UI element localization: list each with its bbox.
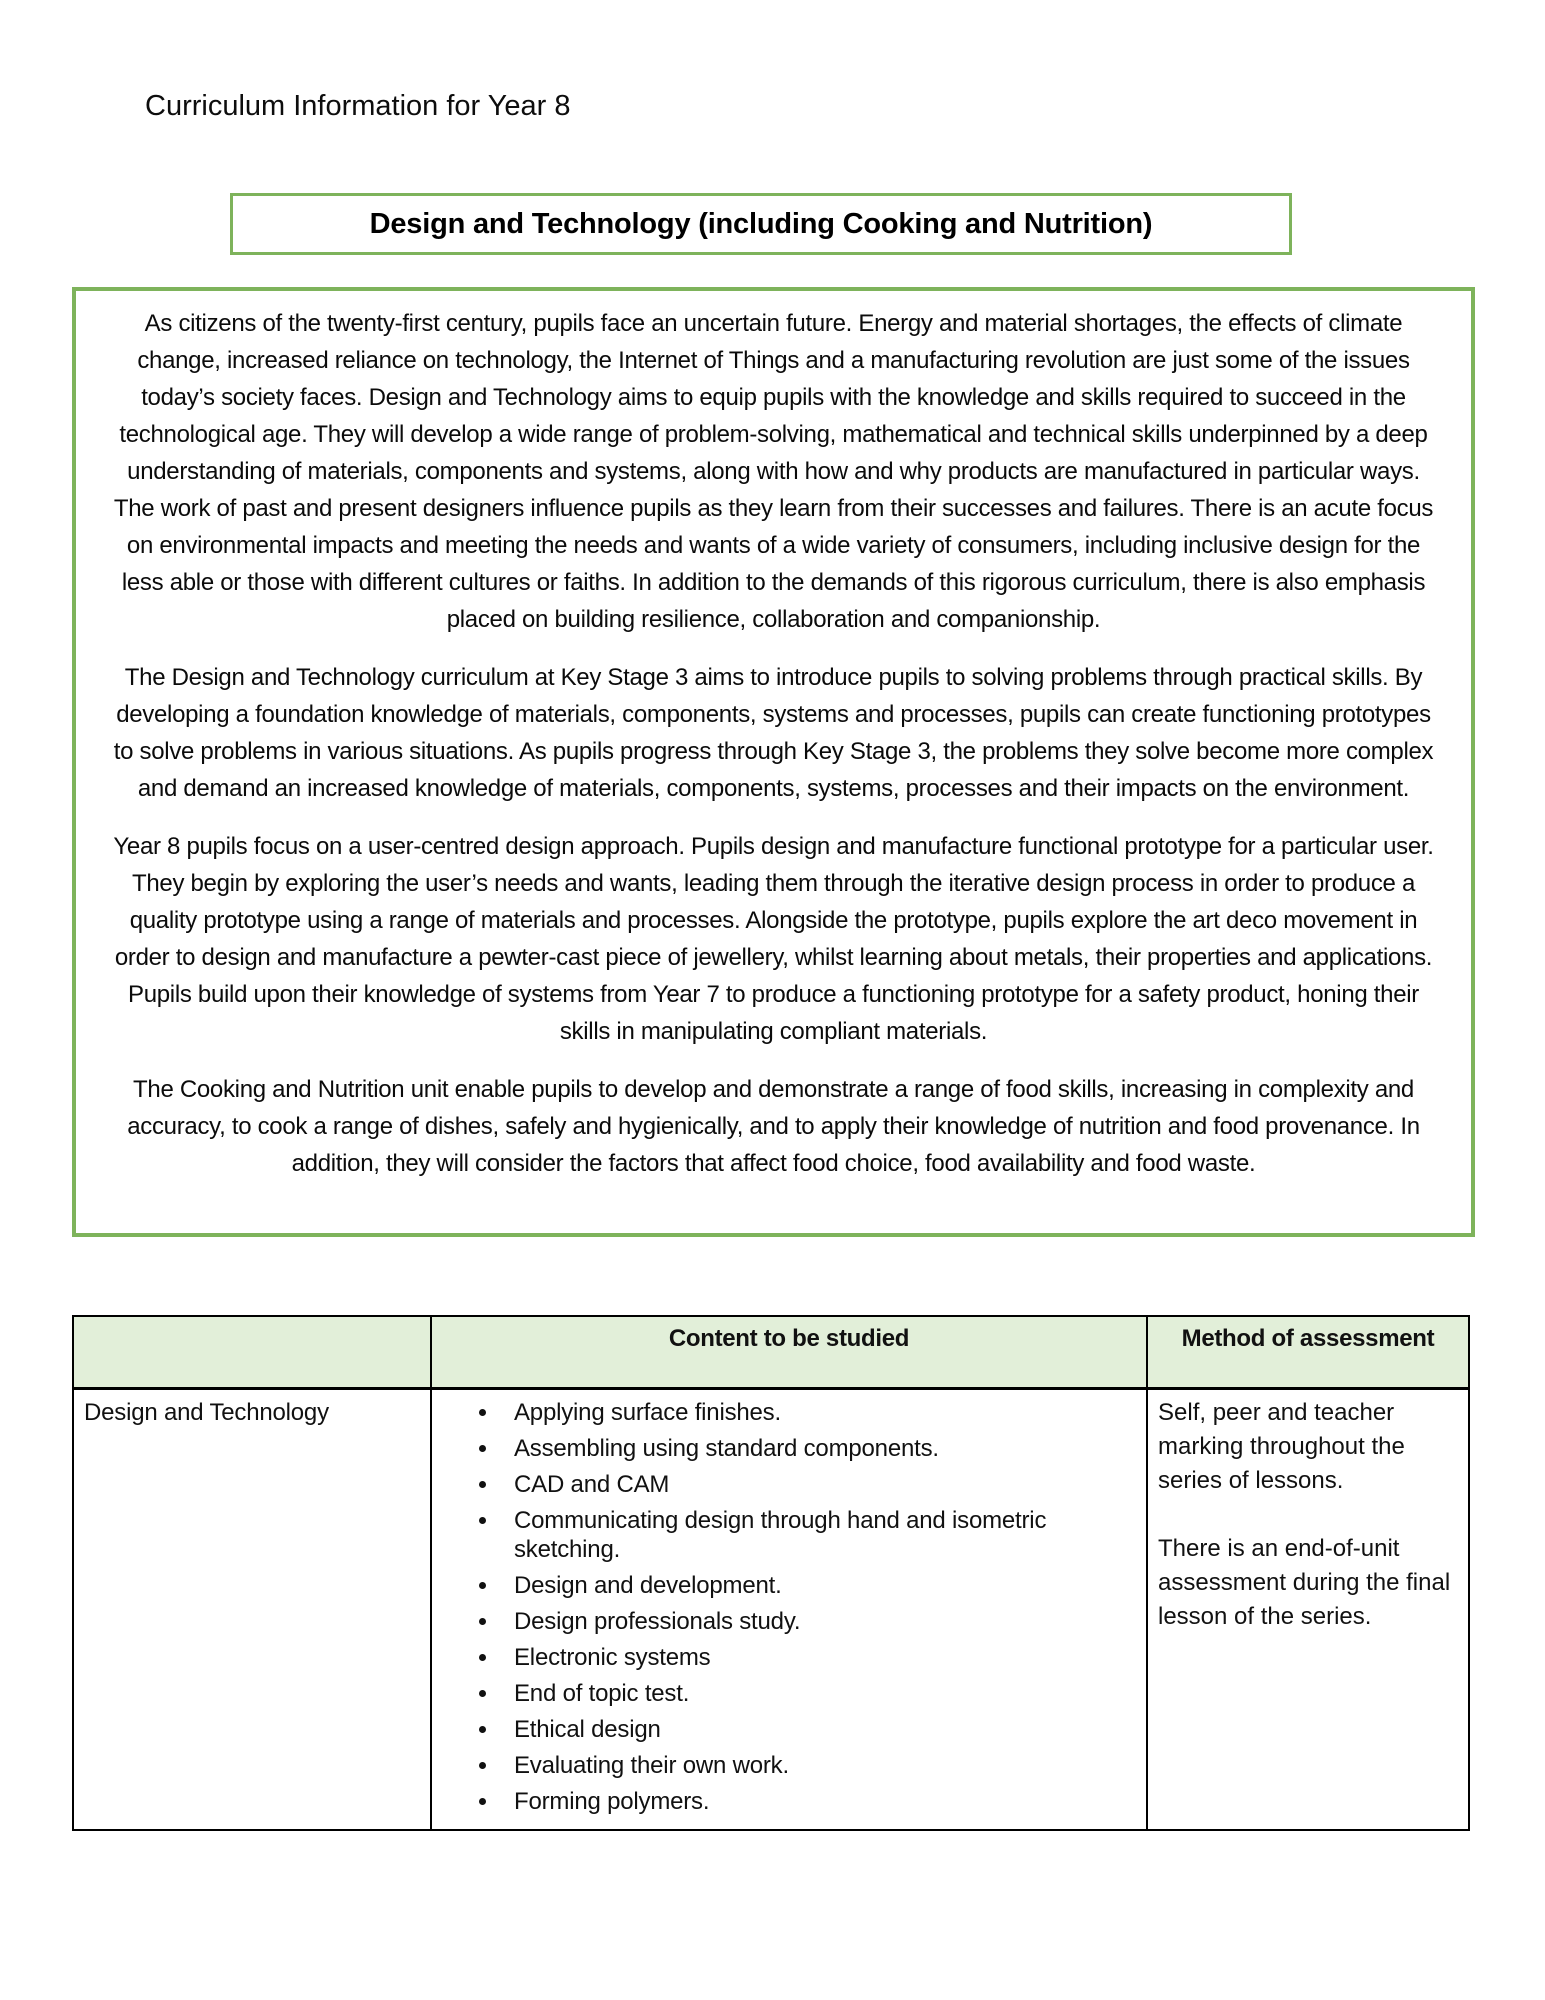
bullet-item: • Communicating design through hand and isometric sketching.: [500, 1506, 1136, 1564]
curriculum-table: [72, 1315, 1470, 1831]
subject-title: Design and Technology (including Cooking and Nutrition): [369, 207, 1153, 240]
bullet-item: • Design professionals study.: [500, 1607, 1136, 1636]
table-header-assessment: Method of assessment: [1147, 1316, 1469, 1388]
assessment-cell: [1147, 1388, 1469, 1830]
table-header-content: Content to be studied: [431, 1316, 1147, 1388]
bullet-item: • Electronic systems: [500, 1643, 1136, 1672]
overview-paragraph-3: Year 8 pupils focus on a user-centred design approach. Pupils design and manufacture functional prototype for a particular user. They begin by exploring the user’s needs and wants, leading them through the iterative design process in order to produce a quality prototype using a range of materials and processes. Alongside the prototype, pupils explore the art deco movement in order to design and manufacture a pewter-cast piece of jewellery, whilst learning about metals, their properties and applications. Pupils build upon their knowledge of systems from Year 7 to produce a functioning prototype for a safety product, honing their skills in manipulating compliant materials.: [113, 833, 1434, 1045]
overview-paragraph-1: As citizens of the twenty-first century, pupils face an uncertain future. Energy and material shortages, the effects of climate change, increased reliance on technology, the Internet of Things and a manufacturing revolution are just some of the issues today’s society faces. Design and Technology aims to equip pupils with the knowledge and skills required to succeed in the technological age. They will develop a wide range of problem-solving, mathematical and technical skills underpinned by a deep understanding of materials, components and systems, along with how and why products are manufactured in particular ways. The work of past and present designers influence pupils as they learn from their successes and failures. There is an acute focus on environmental impacts and meeting the needs and wants of a wide variety of consumers, including inclusive design for the less able or those with different cultures or faiths. In addition to the demands of this rigorous curriculum, there is also emphasis placed on building resilience, collaboration and companionship.: [113, 310, 1434, 633]
overview-paragraph-4: The Cooking and Nutrition unit enable pupils to develop and demonstrate a range of food skills, increasing in complexity and accuracy, to cook a range of dishes, safely and hygienically, and to apply their knowledge of nutrition and food provenance. In addition, they will consider the factors that affect food choice, food availability and food waste.: [127, 1076, 1420, 1177]
bullet-item: • CAD and CAM: [500, 1470, 1136, 1499]
content-cell: [431, 1388, 1147, 1830]
table-row: [73, 1388, 1469, 1830]
table-header-subject: [73, 1316, 431, 1388]
assessment-paragraph-1: Self, peer and teacher marking throughout the series of lessons.: [1158, 1398, 1405, 1494]
bullet-item: • Evaluating their own work.: [500, 1751, 1136, 1780]
bullet-item: • Applying surface finishes.: [500, 1398, 1136, 1427]
overview-paragraph-2: The Design and Technology curriculum at Key Stage 3 aims to introduce pupils to solving problems through practical skills. By developing a foundation knowledge of materials, components, systems and processes, pupils can create functioning prototypes to solve problems in various situations. As pupils progress through Key Stage 3, the problems they solve become more complex and demand an increased knowledge of materials, components, systems, processes and their impacts on the environment.: [113, 664, 1434, 802]
bullet-item: • Forming polymers.: [500, 1787, 1136, 1816]
bullet-item: • Assembling using standard components.: [500, 1434, 1136, 1463]
content-bullet-list: [442, 1398, 1136, 1816]
bullet-item: • Design and development.: [500, 1571, 1136, 1600]
bullet-item: • Ethical design: [500, 1715, 1136, 1744]
table-header-row: [73, 1316, 1469, 1388]
subject-title-box: [230, 193, 1292, 255]
subject-cell: Design and Technology: [73, 1388, 431, 1830]
assessment-paragraph-2: There is an end-of-unit assessment during the final lesson of the series.: [1158, 1534, 1451, 1630]
overview-box: [72, 287, 1475, 1237]
page-heading: Curriculum Information for Year 8: [145, 90, 571, 122]
bullet-item: • End of topic test.: [500, 1679, 1136, 1708]
